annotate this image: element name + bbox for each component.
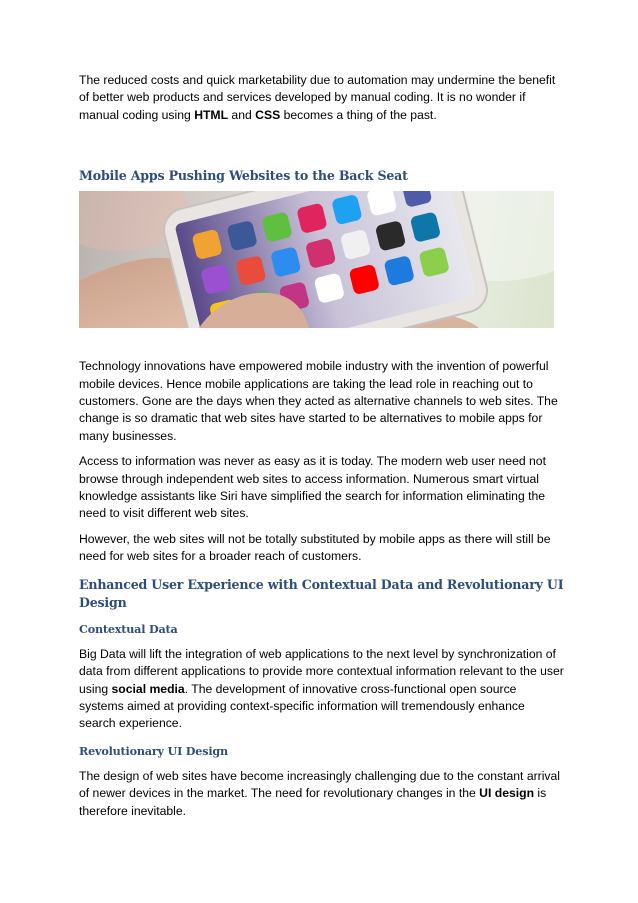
revolutionary-text-1: The design of web sites have become increasingly challenging due to the constant arrival of newer devices in the market. The need for revolutionary changes in the — [79, 768, 561, 801]
contextual-text-1: Big Data will lift the integration of web applications to the next level by synchronization of data from different applications to provide more contextual information relevant to the user using — [79, 646, 564, 696]
contextual-text-2: . The development of innovative cross-functional open source systems aimed at providing context-specific information will tremendously enhance search experience. — [79, 681, 525, 731]
document-content — [79, 72, 564, 828]
intro-text-2: becomes a thing of the past. — [280, 107, 437, 122]
contextual-data-paragraph — [79, 646, 564, 733]
revolutionary-text-2: is therefore inevitable. — [79, 786, 547, 818]
revolutionary-ui-heading: Revolutionary UI Design — [79, 743, 228, 758]
enhanced-ux-heading: Enhanced User Experience with Contextual Data and Revolutionary UI Design — [79, 576, 564, 610]
mobile-paragraph-2: Access to information was never as easy as it is today. The modern web user need not browse through independent web sites to access information. Numerous smart virtual knowledge assistants like Siri have simplified the search for information eliminating the need to visit different web sites. — [79, 454, 546, 521]
intro-paragraph — [79, 72, 564, 124]
mobile-paragraph-3: However, the web sites will not be totally substituted by mobile apps as there will still be need for web sites for a broader reach of customers. — [79, 531, 551, 564]
intro-and: and — [228, 107, 256, 122]
css-keyword: CSS — [255, 107, 281, 122]
ui-design-keyword: UI design — [479, 786, 535, 801]
smartphone-icon — [79, 191, 554, 328]
smartphone-image — [79, 191, 554, 328]
revolutionary-ui-paragraph — [79, 768, 564, 820]
mobile-paragraph-1: Technology innovations have empowered mobile industry with the invention of powerful mobile devices. Hence mobile applications are taking the lead role in reaching out to customers. Gone are the days when they acted as alternative channels to web sites. The change is so dramatic that web sites have started to be alternatives to mobile apps for many businesses. — [79, 359, 558, 443]
social-media-keyword: social media — [111, 681, 185, 696]
contextual-data-heading: Contextual Data — [79, 621, 178, 636]
html-keyword: HTML — [194, 107, 229, 122]
intro-text-1: The reduced costs and quick marketability due to automation may undermine the benefit of better web products and services developed by manual coding. It is no wonder if manual coding using — [79, 73, 556, 122]
mobile-apps-heading: Mobile Apps Pushing Websites to the Back Seat — [79, 168, 408, 184]
